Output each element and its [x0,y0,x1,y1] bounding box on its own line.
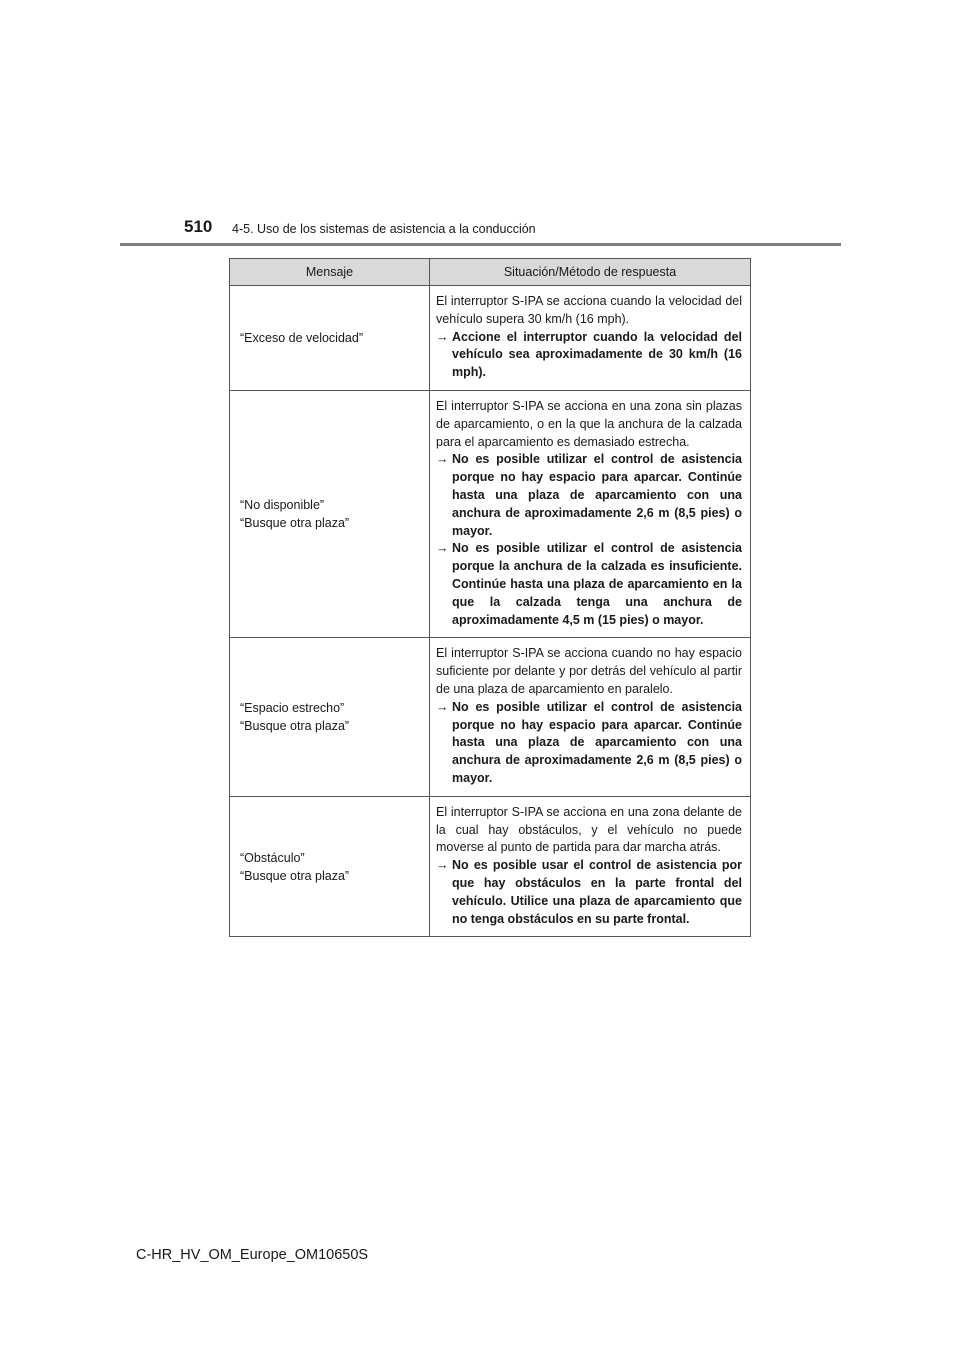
situation-description: El interruptor S-IPA se acciona cuando la velocidad del vehículo supera 30 km/h (16 mph). [436,294,742,326]
section-title: 4-5. Uso de los sistemas de asistencia a la conducción [232,222,536,236]
situation-cell [430,286,751,391]
message-text: “Espacio estrecho” [240,701,345,716]
message-table [229,258,751,937]
message-text: “Busque otra plaza” [240,868,350,883]
right-arrow-icon: → [436,541,449,556]
table-row [230,286,751,391]
response-action [436,540,742,629]
response-action [436,451,742,540]
response-action [436,857,742,928]
table-row [230,390,751,637]
right-arrow-icon: → [436,452,449,467]
message-text: “Exceso de velocidad” [240,330,363,345]
response-action-text: No es posible usar el control de asistencia por que hay obstáculos en la parte frontal del vehículo. Utilice una plaza de aparcamiento que no tenga obstáculos en su parte frontal. [452,858,742,926]
document-code: C-HR_HV_OM_Europe_OM10650S [136,1247,369,1263]
situation-cell [430,796,751,937]
situation-description: El interruptor S-IPA se acciona en una zona delante de la cual hay obstáculos, y el vehículo no puede moverse al punto de partida para dar marcha atrás. [436,804,742,855]
message-text: “Busque otra plaza” [240,516,350,531]
situation-cell [430,638,751,796]
message-text: “No disponible” [240,498,325,513]
table-header-row [230,259,751,286]
situation-cell [430,390,751,637]
message-cell [230,638,430,796]
message-cell [230,796,430,937]
situation-description: El interruptor S-IPA se acciona cuando no hay espacio suficiente por delante y por detrás del vehículo al partir de una plaza de aparcamiento en paralelo. [436,646,742,696]
page-number: 510 [184,217,213,236]
response-action [436,699,742,788]
response-action-text: No es posible utilizar el control de asistencia porque la anchura de la calzada es insuficiente. Continúe hasta una plaza de aparcamiento en la que la calzada tenga una anchura de aproximadamente 4,5 m (15 pies) o mayor. [452,541,742,627]
response-action-text: Accione el interruptor cuando la velocidad del vehículo sea aproximadamente de 30 km/h (16 mph). [452,329,742,380]
right-arrow-icon: → [436,699,449,714]
column-header-message: Mensaje [230,259,430,286]
response-action-text: No es posible utilizar el control de asistencia porque no hay espacio para aparcar. Continúe hasta una plaza de aparcamiento con una anchura de aproximadamente 2,6 m (8,5 pies) o mayor. [452,699,742,785]
response-action-text: No es posible utilizar el control de asistencia porque no hay espacio para aparcar. Continúe hasta una plaza de aparcamiento con una anchura de aproximadamente 2,6 m (8,5 pies) o mayor. [452,452,742,538]
table-row [230,796,751,937]
right-arrow-icon: → [436,858,449,873]
message-cell [230,390,430,637]
table-row [230,638,751,796]
response-action [436,329,742,382]
message-text: “Busque otra plaza” [240,719,350,734]
right-arrow-icon: → [436,329,449,344]
header-rule [120,243,841,246]
situation-description: El interruptor S-IPA se acciona en una zona sin plazas de aparcamiento, o en la que la anchura de la calzada para el aparcamiento es demasiado estrecha. [436,398,742,449]
message-cell [230,286,430,391]
column-header-situation: Situación/Método de respuesta [430,259,751,286]
message-text: “Obstáculo” [240,850,305,865]
